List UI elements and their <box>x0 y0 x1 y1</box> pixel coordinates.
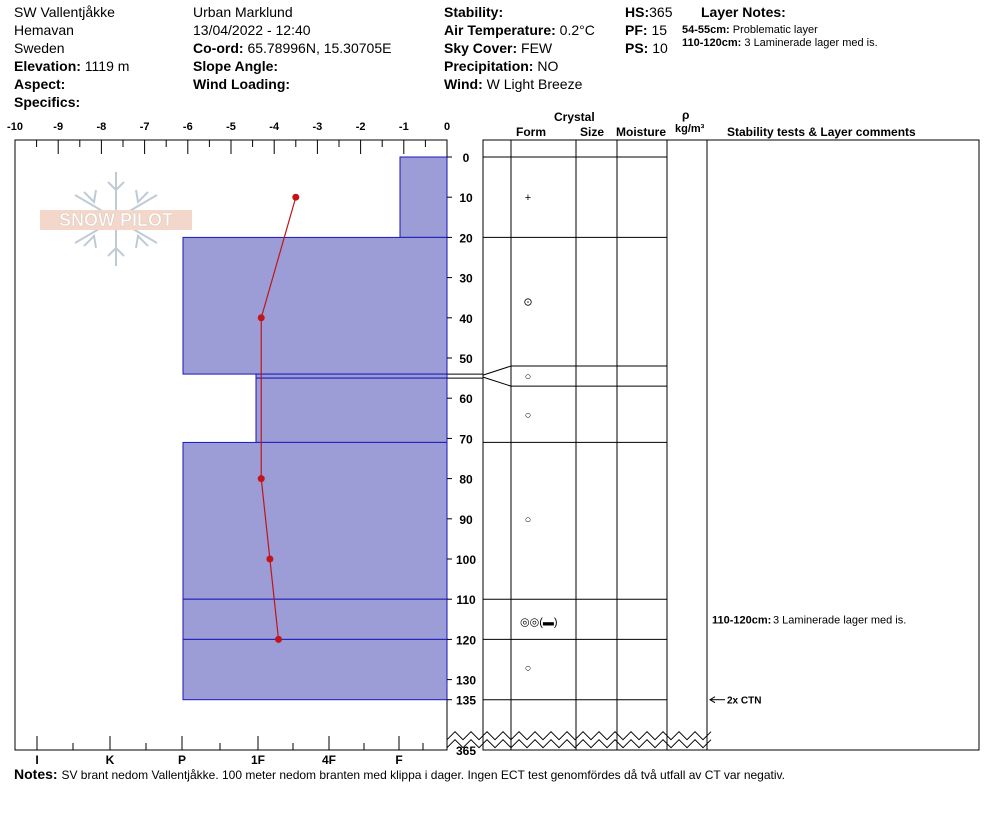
crystal-form-symbol: ○ <box>524 513 532 526</box>
temp-tick-label: 0 <box>443 121 451 133</box>
elevation-label: Elevation: <box>14 58 81 74</box>
crystal-form-symbol: ○ <box>524 409 532 422</box>
crystal-form-symbol: ○ <box>524 662 532 675</box>
crystal-table <box>447 140 979 750</box>
layer-note-2-range: 110-120cm: <box>682 37 742 49</box>
hardness-tick-label: K <box>105 753 115 767</box>
precip-label: Precipitation: <box>444 58 534 74</box>
temp-tick-label: -9 <box>53 121 64 133</box>
hardness-tick-label: F <box>395 753 403 767</box>
comments-header: Stability tests & Layer comments <box>727 125 916 139</box>
temp-tick-label: -7 <box>139 121 150 133</box>
crystal-form-symbol: ⊙ <box>523 296 533 309</box>
coord-value: 65.78996N, 15.30705E <box>247 40 392 56</box>
hardness-tick-label: P <box>177 753 187 767</box>
depth-tick-label: 120 <box>455 633 477 648</box>
region: Hemavan <box>14 22 74 38</box>
depth-tick-label: 60 <box>459 392 473 407</box>
hardness-layer <box>256 374 447 378</box>
precip-value: NO <box>537 58 559 74</box>
crystal-header: Crystal <box>554 110 595 124</box>
temp-tick-label: -5 <box>226 121 236 133</box>
zigzag-break <box>447 732 711 740</box>
crystal-form-symbol: ○ <box>524 371 532 384</box>
temp-point <box>292 194 299 201</box>
elevation-value: 1119 m <box>84 58 130 74</box>
hardness-layer <box>183 639 447 699</box>
wind-value: W Light Breeze <box>486 76 583 92</box>
depth-tick-label: 50 <box>459 352 473 366</box>
moisture-header: Moisture <box>616 125 667 139</box>
depth-tick-label: 70 <box>459 432 473 447</box>
layer-note-1-text: Problematic layer <box>732 24 818 36</box>
depth-tick-label: 130 <box>455 673 477 688</box>
air-temp-label: Air Temperature: <box>444 22 556 38</box>
coord-label: Co-ord: <box>193 40 244 56</box>
air-temp-value: 0.2°C <box>559 22 595 38</box>
depth-tick-label: 80 <box>459 472 473 487</box>
hardness-tick-label: I <box>35 753 39 767</box>
temp-tick-label: -10 <box>7 121 23 133</box>
country: Sweden <box>14 40 65 56</box>
temp-tick-label: -3 <box>312 121 323 133</box>
depth-tick-label: 110 <box>456 593 476 608</box>
ps-label: PS: <box>625 40 649 56</box>
crystal-form-symbol: + <box>524 192 532 205</box>
hardness-tick-label: 4F <box>321 753 337 767</box>
hardness-layer <box>256 378 447 442</box>
zigzag-break <box>447 740 711 748</box>
layer-notes-label: Layer Notes: <box>701 4 786 20</box>
aspect-label: Aspect: <box>14 76 66 92</box>
form-header: Form <box>516 125 546 139</box>
depth-tick-label: 0 <box>462 151 470 165</box>
hs-value: 365 <box>649 4 673 20</box>
temp-point <box>266 556 273 563</box>
notes-text: SV brant nedom Vallentjåkke. 100 meter nedom branten med klippa i dager. Ingen ECT test genomfördes då två utfall av CT var negativ. <box>61 768 785 782</box>
sky-label: Sky Cover: <box>444 40 518 56</box>
sky-value: FEW <box>521 40 553 56</box>
hardness-layer <box>183 442 447 599</box>
stability-label: Stability: <box>444 4 504 20</box>
notes-row <box>14 766 785 784</box>
depth-tick-label: 90 <box>459 512 473 527</box>
slope-label: Slope Angle: <box>193 58 279 74</box>
notes-label: Notes: <box>14 766 58 782</box>
wind-label: Wind: <box>444 76 483 92</box>
layer-comment-text: 3 Laminerade lager med is. <box>773 614 907 627</box>
layer-connector <box>483 366 511 375</box>
layer-comment-range: 110-120cm: <box>712 614 772 627</box>
depth-tick-label: 135 <box>455 693 477 708</box>
temp-tick-label: -4 <box>269 121 280 133</box>
datetime: 13/04/2022 - 12:40 <box>193 22 311 38</box>
depth-tick-label: 20 <box>459 231 473 246</box>
layer-note-1-range: 54-55cm: <box>682 24 730 36</box>
hardness-tick-label: 1F <box>250 753 266 767</box>
layer-note-2-text: 3 Laminerade lager med is. <box>744 37 878 49</box>
depth-tick-label: 10 <box>459 191 473 206</box>
hardness-layer <box>400 157 447 237</box>
specifics-label: Specifics: <box>14 94 81 110</box>
temp-tick-label: -8 <box>96 121 107 133</box>
snow-pilot-logo <box>40 172 192 266</box>
crystal-form-symbol: ◎◎(▬) <box>520 616 558 629</box>
observer: Urban Marklund <box>193 4 293 20</box>
size-header: Size <box>580 125 605 139</box>
density-unit-header: kg/m³ <box>675 123 705 135</box>
temp-tick-label: -1 <box>398 121 409 133</box>
pf-label: PF: <box>625 22 648 38</box>
temp-point <box>275 636 282 643</box>
temp-tick-label: -2 <box>355 121 366 133</box>
depth-tick-label: 100 <box>455 553 477 567</box>
layer-connector <box>483 377 511 386</box>
hardness-layer <box>183 599 447 639</box>
logo-text: SNOW PILOT <box>59 210 173 230</box>
depth-tick-label: 40 <box>459 311 473 326</box>
pf-value: 15 <box>651 22 668 38</box>
location: SW Vallentjåkke <box>14 4 115 20</box>
total-depth-label: 365 <box>455 744 477 758</box>
temp-point <box>258 314 265 321</box>
rho-header: ρ <box>682 108 690 122</box>
hardness-layers <box>183 157 447 700</box>
ps-value: 10 <box>652 40 668 56</box>
depth-tick-label: 30 <box>459 271 473 286</box>
temp-point <box>258 475 265 482</box>
hardness-layer <box>183 237 447 374</box>
stability-test-label: 2x CTN <box>727 695 762 707</box>
wind-loading-label: Wind Loading: <box>193 76 291 92</box>
temp-tick-label: -6 <box>182 121 193 133</box>
table-frame <box>483 140 979 750</box>
hs-label: HS: <box>625 4 650 20</box>
